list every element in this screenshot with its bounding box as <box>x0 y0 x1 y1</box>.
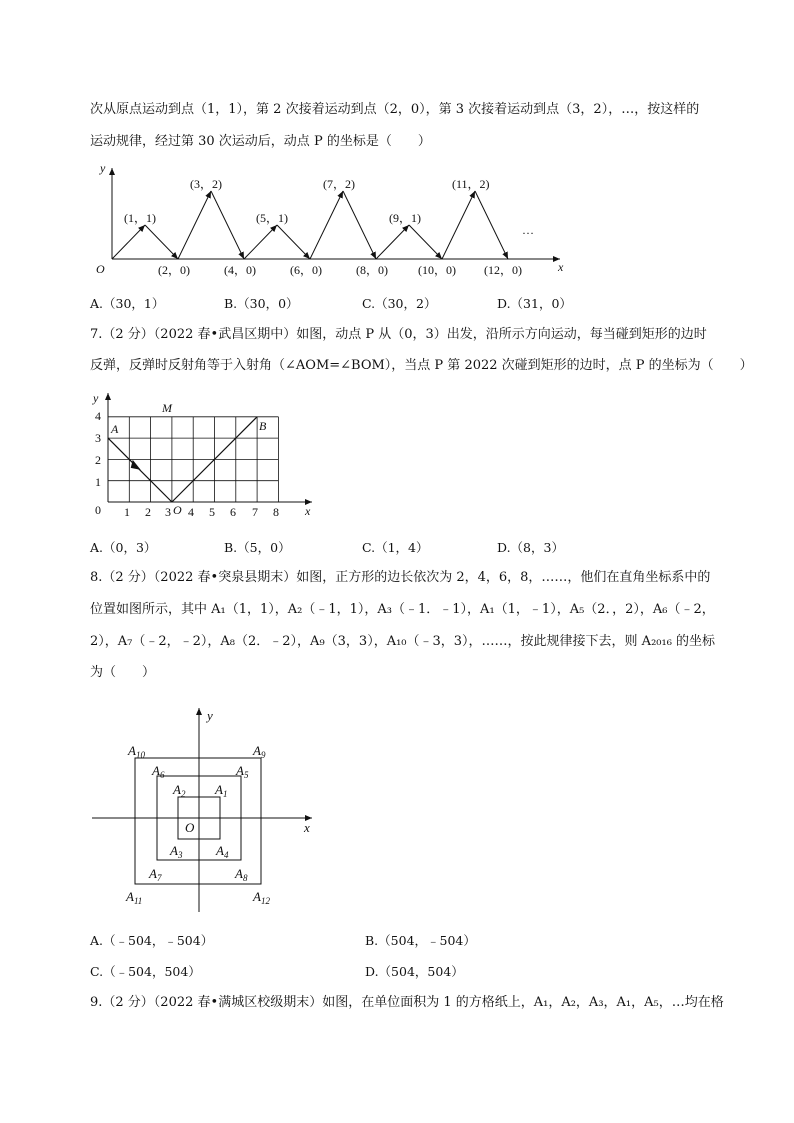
q8-label-a2: $A_2$ <box>173 782 186 799</box>
q8-text-line-4: 为（ ） <box>90 665 156 680</box>
q7-x-tick: 2 <box>145 505 151 519</box>
q8-option-d[interactable]: D.（504，504） <box>365 964 464 979</box>
q9-text-line-1: 9.（2 分）（2022 春•满城区校级期末）如图，在单位面积为 1 的方格纸上，A₁，A₂，A₃，A₁，A₅，…均在格 <box>90 995 724 1010</box>
q6-path-segment <box>211 191 244 259</box>
q6-base-label: (8，0) <box>356 263 388 277</box>
q8-option-a[interactable]: A.（﹣504，﹣504） <box>90 933 214 948</box>
q8-y-label: y <box>207 708 213 723</box>
q6-zigzag-path <box>112 191 508 259</box>
q7-option-d[interactable]: D.（8，3） <box>497 540 564 555</box>
q7-y-label: y <box>93 391 99 405</box>
q6-peak-label: (7，2) <box>323 177 355 191</box>
q7-x-tick: 1 <box>124 505 130 519</box>
q6-path-segment <box>310 191 343 259</box>
q6-option-c[interactable]: C.（30，2） <box>362 296 437 311</box>
q6-path-segment <box>145 225 178 259</box>
q8-label-a7: $A_7$ <box>149 866 162 883</box>
q8-text-line-2: 位置如图所示，其中 A₁（1，1），A₂（﹣1，1），A₃（﹣1．﹣1），A₁（1，﹣1），A₅（2．，2），A₆（﹣2， <box>90 602 715 617</box>
q6-path-segment <box>376 225 409 259</box>
q8-label-a10: $A_{10}$ <box>128 743 145 760</box>
q6-text-line-1: 次从原点运动到点（1，1），第 2 次接着运动到点（2，0），第 3 次接着运动到点（3，2），…，按这样的 <box>90 102 700 117</box>
q8-squares-figure <box>0 695 794 925</box>
q6-base-label: (12，0) <box>484 263 522 277</box>
q6-ellipsis: … <box>522 223 534 237</box>
q7-x-tick: 5 <box>209 505 215 519</box>
q7-zero-label: 0 <box>95 503 101 517</box>
q8-label-a11: $A_{11}$ <box>126 889 143 906</box>
q6-y-label: y <box>100 161 106 175</box>
q6-peak-label: (11，2) <box>452 177 490 191</box>
q6-peak-label: (5，1) <box>256 211 288 225</box>
q8-option-c[interactable]: C.（﹣504，504） <box>90 964 201 979</box>
q6-option-a[interactable]: A.（30，1） <box>90 296 165 311</box>
q6-path-segment <box>343 191 376 259</box>
q7-y-tick: 4 <box>95 409 101 423</box>
q6-option-b[interactable]: B.（30，0） <box>224 296 299 311</box>
q8-label-a6: $A_6$ <box>152 763 165 780</box>
q7-label-m: M <box>162 401 172 415</box>
q6-option-d[interactable]: D.（31，0） <box>497 296 572 311</box>
q6-path-segment <box>475 191 508 259</box>
q6-base-label: (2，0) <box>158 263 190 277</box>
q8-option-b[interactable]: B.（504，﹣504） <box>365 933 476 948</box>
q6-path-segment <box>442 191 475 259</box>
q8-x-label: x <box>304 820 310 835</box>
q7-y-tick: 3 <box>95 431 101 445</box>
q8-label-a9: $A_9$ <box>253 743 266 760</box>
q8-label-a5: $A_5$ <box>236 763 249 780</box>
q6-origin-label: O <box>96 262 105 276</box>
q6-peak-label: (3，2) <box>190 177 222 191</box>
q7-x-tick: 4 <box>188 505 194 519</box>
q6-path-segment <box>277 225 310 259</box>
q7-y-tick: 1 <box>95 475 101 489</box>
q7-option-c[interactable]: C.（1，4） <box>362 540 429 555</box>
q8-origin-label: O <box>185 820 195 835</box>
q8-label-a12: $A_{12}$ <box>253 889 270 906</box>
q7-label-o: O <box>173 503 182 517</box>
q7-text-line-1: 7.（2 分）（2022 春•武昌区期中）如图，动点 P 从（0，3）出发，沿所示方向运动，每当碰到矩形的边时 <box>90 327 707 342</box>
q6-text-line-2: 运动规律，经过第 30 次运动后，动点 P 的坐标是（ ） <box>90 134 431 149</box>
q7-x-tick: 6 <box>230 505 236 519</box>
q6-path-segment <box>409 225 442 259</box>
q7-direction-arrow <box>131 460 141 470</box>
q7-x-tick: 7 <box>252 505 258 519</box>
q8-label-a1: $A_1$ <box>215 782 228 799</box>
q6-path-segment <box>112 225 145 259</box>
q6-path-segment <box>178 191 211 259</box>
q7-x-label: x <box>305 504 311 518</box>
q6-peak-label: (1，1) <box>124 211 156 225</box>
q7-grid-lines <box>108 417 278 502</box>
q7-path-segment <box>108 438 172 502</box>
q8-text-line-3: 2），A₇（﹣2，﹣2），A₈（2．﹣2），A₉（3，3），A₁₀（﹣3，3），……，按此规律接下去，则 A₂₀₁₆ 的坐标 <box>90 634 716 649</box>
q8-text-line-1: 8.（2 分）（2022 春•突泉县期末）如图，正方形的边长依次为 2，4，6，8，……，他们在直角坐标系中的 <box>90 570 711 585</box>
q7-text-line-2: 反弹，反弹时反射角等于入射角（∠AOM=∠BOM），当点 P 第 2022 次碰到矩形的边时，点 P 的坐标为（ ） <box>90 358 753 373</box>
q7-x-tick: 8 <box>273 505 279 519</box>
q6-base-label: (10，0) <box>418 263 456 277</box>
q7-y-tick: 2 <box>95 453 101 467</box>
q8-label-a3: $A_3$ <box>170 843 183 860</box>
q7-option-a[interactable]: A.（0，3） <box>90 540 157 555</box>
q8-label-a4: $A_4$ <box>216 843 229 860</box>
q7-label-a: A <box>111 422 119 436</box>
q7-label-b: B <box>259 419 267 433</box>
q7-option-b[interactable]: B.（5，0） <box>224 540 291 555</box>
q6-peak-label: (9，1) <box>389 211 421 225</box>
q6-path-segment <box>244 225 277 259</box>
q6-base-label: (6，0) <box>290 263 322 277</box>
q6-x-label: x <box>558 260 564 274</box>
q7-grid-figure <box>0 380 794 530</box>
q8-label-a8: $A_8$ <box>235 866 248 883</box>
q7-x-tick: 3 <box>165 505 171 519</box>
q6-base-label: (4，0) <box>224 263 256 277</box>
